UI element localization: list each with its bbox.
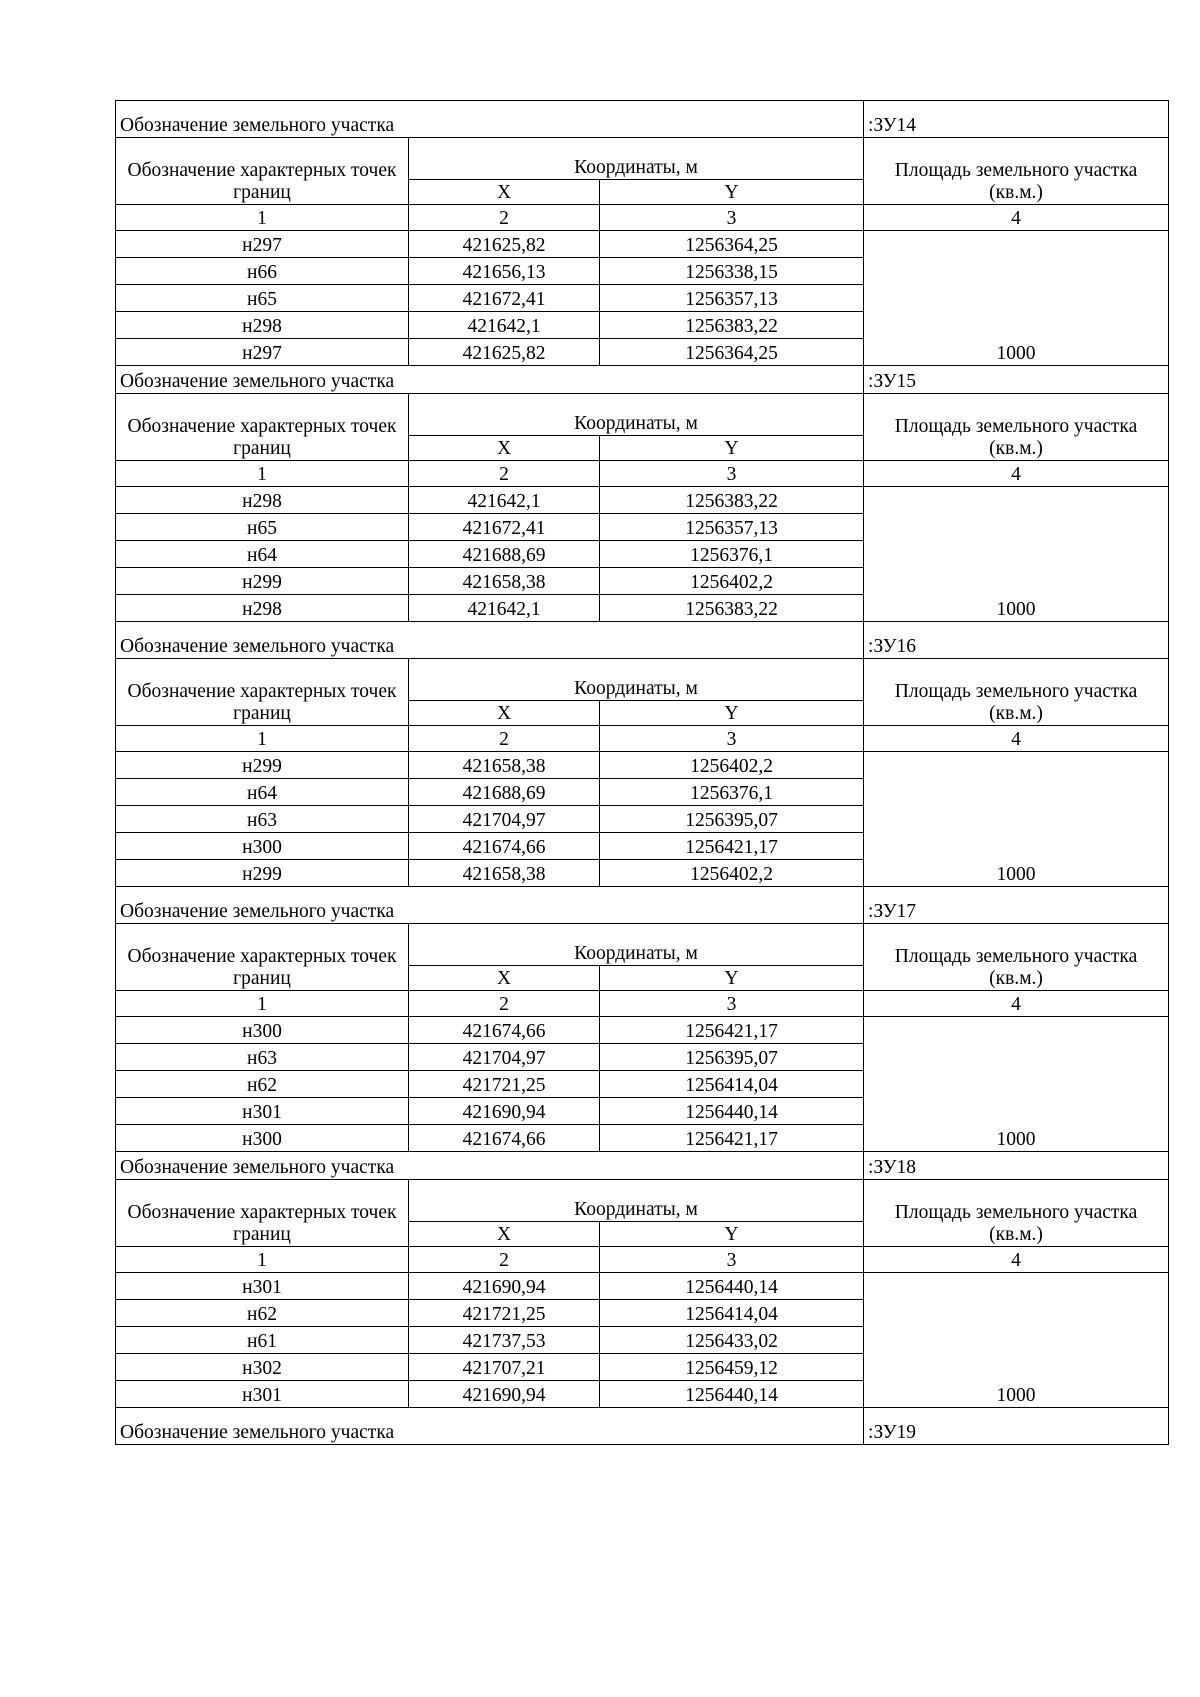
column-number: 3: [600, 205, 864, 231]
parcel-designation-label: Обозначение земельного участка: [116, 887, 864, 924]
land-parcel-coordinates-table: [115, 100, 1169, 1445]
parcel-id: :ЗУ15: [864, 366, 1169, 394]
parcel-area: 1000: [864, 1017, 1169, 1152]
x-coordinate: 421656,13: [409, 258, 600, 285]
points-column-header: Обозначение характерных точек границ: [116, 1180, 409, 1247]
x-coordinate: 421672,41: [409, 285, 600, 312]
parcel-designation-row: [116, 366, 1169, 394]
y-column-header: Y: [600, 436, 864, 461]
point-name: н301: [116, 1098, 409, 1125]
point-name: н300: [116, 1125, 409, 1152]
y-coordinate: 1256440,14: [600, 1381, 864, 1408]
points-column-header: Обозначение характерных точек границ: [116, 659, 409, 726]
point-name: н66: [116, 258, 409, 285]
point-name: н63: [116, 1044, 409, 1071]
table-row: [116, 1273, 1169, 1300]
x-coordinate: 421721,25: [409, 1300, 600, 1327]
point-name: н65: [116, 514, 409, 541]
points-column-header: Обозначение характерных точек границ: [116, 394, 409, 461]
column-number: 4: [864, 205, 1169, 231]
parcel-designation-row: [116, 101, 1169, 138]
parcel-designation-row: [116, 1152, 1169, 1180]
parcel-designation-label: Обозначение земельного участка: [116, 1408, 864, 1445]
x-column-header: X: [409, 966, 600, 991]
parcel-id: :ЗУ17: [864, 887, 1169, 924]
y-coordinate: 1256402,2: [600, 860, 864, 887]
column-header-row: [116, 659, 1169, 701]
x-coordinate: 421721,25: [409, 1071, 600, 1098]
x-coordinate: 421674,66: [409, 1125, 600, 1152]
y-column-header: Y: [600, 180, 864, 205]
y-coordinate: 1256459,12: [600, 1354, 864, 1381]
column-header-row: [116, 394, 1169, 436]
column-number-row: [116, 726, 1169, 752]
x-coordinate: 421704,97: [409, 806, 600, 833]
y-coordinate: 1256395,07: [600, 1044, 864, 1071]
x-coordinate: 421674,66: [409, 1017, 600, 1044]
area-column-header: Площадь земельного участка (кв.м.): [864, 659, 1169, 726]
parcel-area: 1000: [864, 231, 1169, 366]
y-coordinate: 1256414,04: [600, 1300, 864, 1327]
point-name: н300: [116, 833, 409, 860]
y-column-header: Y: [600, 701, 864, 726]
column-number: 3: [600, 991, 864, 1017]
parcel-area: 1000: [864, 487, 1169, 622]
x-coordinate: 421625,82: [409, 231, 600, 258]
area-column-header: Площадь земельного участка (кв.м.): [864, 924, 1169, 991]
column-number: 3: [600, 726, 864, 752]
point-name: н62: [116, 1071, 409, 1098]
x-coordinate: 421688,69: [409, 779, 600, 806]
parcel-designation-row: [116, 1408, 1169, 1445]
y-coordinate: 1256383,22: [600, 595, 864, 622]
point-name: н298: [116, 595, 409, 622]
x-coordinate: 421625,82: [409, 339, 600, 366]
coordinates-header: Координаты, м: [409, 138, 864, 180]
column-number: 2: [409, 1247, 600, 1273]
parcel-area: 1000: [864, 752, 1169, 887]
column-number: 1: [116, 726, 409, 752]
point-name: н62: [116, 1300, 409, 1327]
y-coordinate: 1256421,17: [600, 1017, 864, 1044]
area-column-header: Площадь земельного участка (кв.м.): [864, 138, 1169, 205]
x-coordinate: 421642,1: [409, 595, 600, 622]
column-number-row: [116, 991, 1169, 1017]
x-coordinate: 421658,38: [409, 568, 600, 595]
point-name: н297: [116, 339, 409, 366]
column-number: 2: [409, 726, 600, 752]
column-number: 4: [864, 726, 1169, 752]
x-coordinate: 421707,21: [409, 1354, 600, 1381]
coordinates-header: Координаты, м: [409, 659, 864, 701]
point-name: н299: [116, 568, 409, 595]
column-header-row: [116, 924, 1169, 966]
column-number: 4: [864, 1247, 1169, 1273]
points-column-header: Обозначение характерных точек границ: [116, 138, 409, 205]
x-coordinate: 421674,66: [409, 833, 600, 860]
column-number-row: [116, 205, 1169, 231]
x-column-header: X: [409, 180, 600, 205]
column-number: 1: [116, 205, 409, 231]
y-coordinate: 1256421,17: [600, 1125, 864, 1152]
x-column-header: X: [409, 1222, 600, 1247]
point-name: н301: [116, 1273, 409, 1300]
y-coordinate: 1256376,1: [600, 779, 864, 806]
coordinates-header: Координаты, м: [409, 394, 864, 436]
point-name: н302: [116, 1354, 409, 1381]
column-number: 2: [409, 205, 600, 231]
y-column-header: Y: [600, 1222, 864, 1247]
point-name: н299: [116, 752, 409, 779]
x-column-header: X: [409, 701, 600, 726]
column-number-row: [116, 1247, 1169, 1273]
y-coordinate: 1256357,13: [600, 285, 864, 312]
y-coordinate: 1256395,07: [600, 806, 864, 833]
y-coordinate: 1256440,14: [600, 1098, 864, 1125]
coordinates-header: Координаты, м: [409, 1180, 864, 1222]
table-body: [116, 101, 1169, 1445]
y-coordinate: 1256421,17: [600, 833, 864, 860]
point-name: н298: [116, 312, 409, 339]
parcel-designation-label: Обозначение земельного участка: [116, 101, 864, 138]
y-coordinate: 1256402,2: [600, 568, 864, 595]
y-column-header: Y: [600, 966, 864, 991]
y-coordinate: 1256414,04: [600, 1071, 864, 1098]
column-number-row: [116, 461, 1169, 487]
column-number: 2: [409, 991, 600, 1017]
x-column-header: X: [409, 436, 600, 461]
table-row: [116, 231, 1169, 258]
area-column-header: Площадь земельного участка (кв.м.): [864, 1180, 1169, 1247]
parcel-area: 1000: [864, 1273, 1169, 1408]
area-column-header: Площадь земельного участка (кв.м.): [864, 394, 1169, 461]
column-number: 4: [864, 461, 1169, 487]
parcel-designation-label: Обозначение земельного участка: [116, 366, 864, 394]
x-coordinate: 421642,1: [409, 487, 600, 514]
parcel-designation-row: [116, 887, 1169, 924]
column-number: 3: [600, 1247, 864, 1273]
table-row: [116, 1017, 1169, 1044]
parcel-designation-label: Обозначение земельного участка: [116, 1152, 864, 1180]
y-coordinate: 1256376,1: [600, 541, 864, 568]
y-coordinate: 1256357,13: [600, 514, 864, 541]
x-coordinate: 421704,97: [409, 1044, 600, 1071]
parcel-id: :ЗУ19: [864, 1408, 1169, 1445]
column-number: 1: [116, 461, 409, 487]
point-name: н65: [116, 285, 409, 312]
point-name: н63: [116, 806, 409, 833]
point-name: н61: [116, 1327, 409, 1354]
point-name: н300: [116, 1017, 409, 1044]
point-name: н301: [116, 1381, 409, 1408]
parcel-designation-row: [116, 622, 1169, 659]
y-coordinate: 1256364,25: [600, 231, 864, 258]
x-coordinate: 421688,69: [409, 541, 600, 568]
x-coordinate: 421642,1: [409, 312, 600, 339]
coordinates-header: Координаты, м: [409, 924, 864, 966]
parcel-id: :ЗУ16: [864, 622, 1169, 659]
points-column-header: Обозначение характерных точек границ: [116, 924, 409, 991]
parcel-id: :ЗУ14: [864, 101, 1169, 138]
x-coordinate: 421690,94: [409, 1273, 600, 1300]
y-coordinate: 1256338,15: [600, 258, 864, 285]
table-row: [116, 752, 1169, 779]
point-name: н298: [116, 487, 409, 514]
y-coordinate: 1256364,25: [600, 339, 864, 366]
column-header-row: [116, 1180, 1169, 1222]
y-coordinate: 1256402,2: [600, 752, 864, 779]
y-coordinate: 1256383,22: [600, 312, 864, 339]
parcel-designation-label: Обозначение земельного участка: [116, 622, 864, 659]
y-coordinate: 1256383,22: [600, 487, 864, 514]
point-name: н64: [116, 779, 409, 806]
y-coordinate: 1256440,14: [600, 1273, 864, 1300]
x-coordinate: 421737,53: [409, 1327, 600, 1354]
x-coordinate: 421658,38: [409, 860, 600, 887]
column-number: 4: [864, 991, 1169, 1017]
point-name: н297: [116, 231, 409, 258]
column-number: 2: [409, 461, 600, 487]
point-name: н64: [116, 541, 409, 568]
x-coordinate: 421672,41: [409, 514, 600, 541]
x-coordinate: 421690,94: [409, 1098, 600, 1125]
x-coordinate: 421690,94: [409, 1381, 600, 1408]
column-number: 1: [116, 1247, 409, 1273]
point-name: н299: [116, 860, 409, 887]
y-coordinate: 1256433,02: [600, 1327, 864, 1354]
column-number: 3: [600, 461, 864, 487]
column-number: 1: [116, 991, 409, 1017]
table-row: [116, 487, 1169, 514]
parcel-id: :ЗУ18: [864, 1152, 1169, 1180]
column-header-row: [116, 138, 1169, 180]
x-coordinate: 421658,38: [409, 752, 600, 779]
